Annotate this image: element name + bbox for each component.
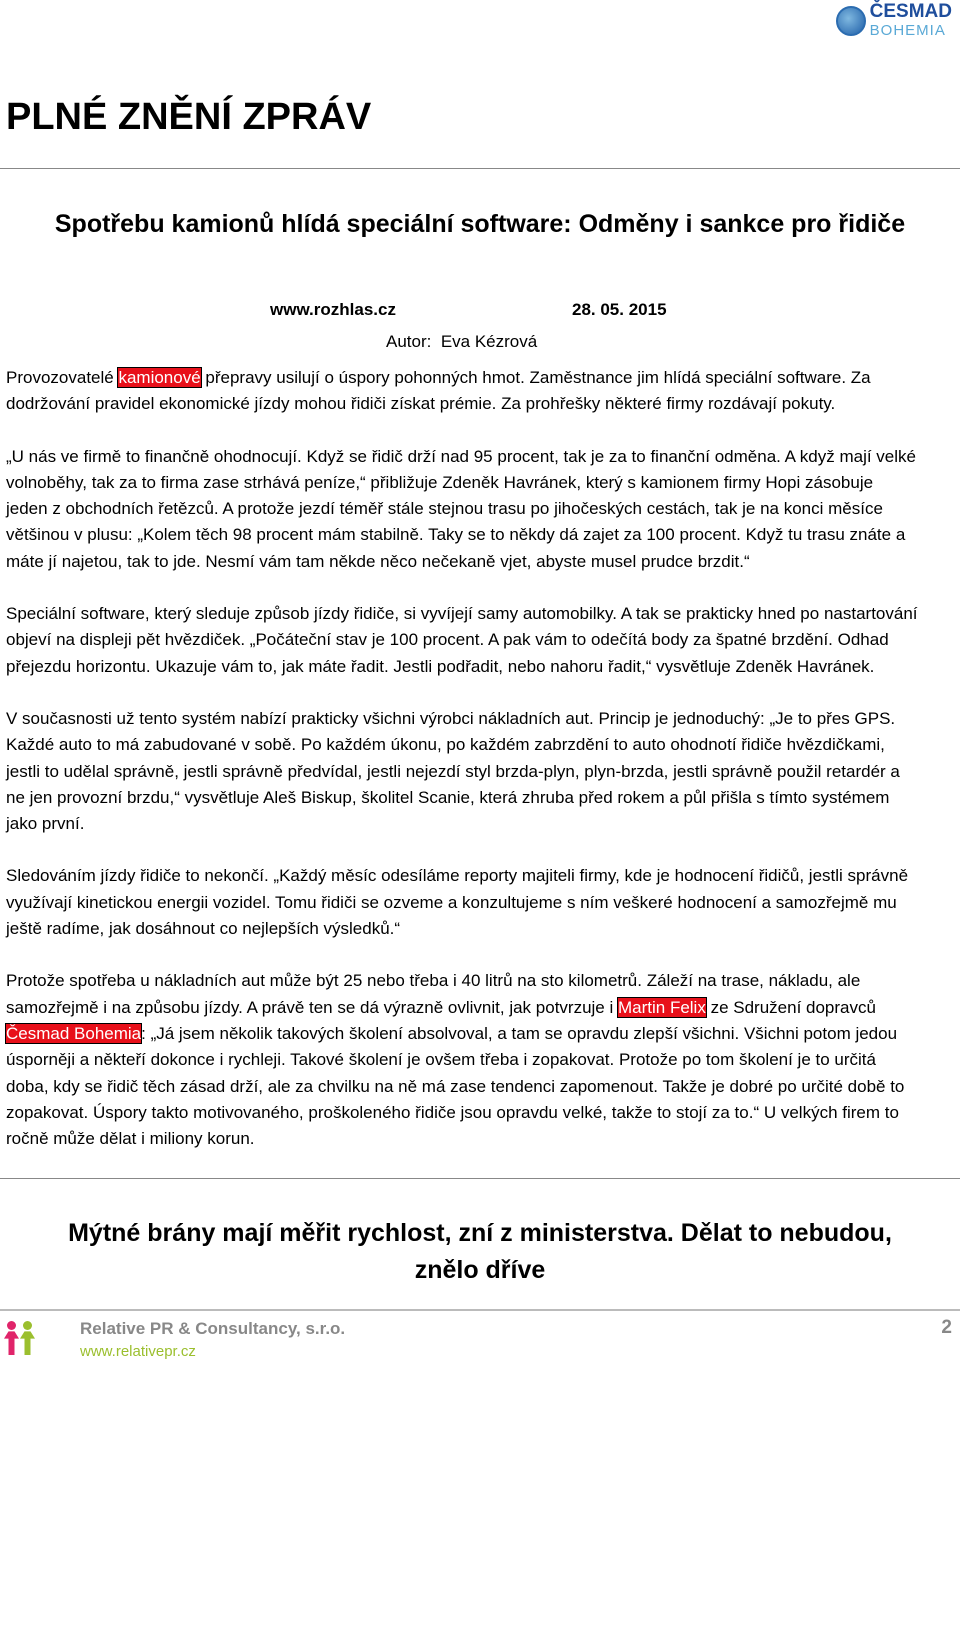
paragraph [6, 601, 918, 680]
divider [0, 1178, 960, 1179]
highlighted-term: kamionové [118, 368, 201, 387]
article-date: 28. 05. 2015 [572, 300, 667, 319]
paragraph [6, 706, 918, 837]
text-segment: Provozovatelé [6, 368, 119, 387]
divider [0, 168, 960, 169]
text-segment: „U nás ve firmě to finančně ohodnocují. Když se řidič drží nad 95 procent, tak je za to finanční odměna. A když mají velké volnoběhy, tak za to firma zase strhává peníze,“ přibližuje Zdeněk Havránek, který s kamionem firmy Hopi zásobuje jeden z obchodních řetězců. A protože jezdí téměř stále stejnou trasu po jihočeských cestách, tak je na konci měsíce většinou v plusu: „Kolem těch 98 procent mám stabilně. Taky se to někdy dá zajet za 100 procent. Když tu trasu znáte a máte jí najetou, tak to jde. Nesmí vám tam někde něco nečekaně vjet, abyste musel prudce brzdit.“ [6, 446, 916, 571]
globe-icon [836, 6, 866, 36]
text-segment: V současnosti už tento systém nabízí prakticky všichni výrobci nákladních aut. Princip je jednoduchý: „Je to přes GPS. Každé auto to má zabudované v sobě. Po každém úkonu, po každém zabrzdění to auto ohodnotí řidiče hvězdičkami, jestli to udělal správně, jestli správně předvídal, jestli nejezdí styl brzda-plyn, plyn-brzda, jestli správně použil retardér a ne jen provozní brzdu,“ vysvětluje Aleš Biskup, školitel Scanie, která zhruba před rokem a půl přišla s tímto systémem jako první. [6, 708, 900, 834]
author-label: Autor: [386, 332, 432, 351]
logo-line1: ČESMAD [869, 1, 952, 22]
paragraph [6, 863, 918, 942]
paragraph [6, 968, 918, 1152]
text-segment: Sledováním jízdy řidiče to nekončí. „Každý měsíc odesíláme reporty majiteli firmy, kde je hodnocení řidičů, jestli správně využívají kinetickou energii vozidel. Tomu řidiči se ozveme a konzultujeme s ním veškeré hodnocení a samozřejmě mu ještě radíme, jak dosáhnout co nejlepších výsledků.“ [6, 866, 909, 939]
highlighted-term: Česmad Bohemia [6, 1023, 142, 1043]
text-segment: : „Já jsem několik takových školení absolvoval, a tam se opravdu zlepší všichni. Všichni potom jedou úsporněji a někteří dokonce i rychleji. Takové školení je ovšem třeba i zopakovat. Protože po tom školení je to určitá doba, kdy se řidič těch zásad drží, ale za chvilku na ně má zase tendenci zapomenout. Takže je dobré po určité době to zopakovat. Úspory takto motivovaného, proškoleného řidiče jsou opravdu velké, takže to stojí za to.“ U velkých firem to ročně může dělat i miliony korun. [6, 1023, 905, 1149]
article-headline: Spotřebu kamionů hlídá speciální software: Odměny i sankce pro řidiče [54, 210, 906, 238]
author-name: Eva Kézrová [440, 332, 538, 351]
text-segment: ze Sdružení dopravců [705, 997, 876, 1017]
text-segment: Protože spotřeba u nákladních aut může být 25 nebo třeba i 40 litrů na sto kilometrů. Záleží na trase, nákladu, ale samozřejmě i na způsobu jízdy. A právě ten se dá výrazně ovlivnit, jak potvrzuje i [6, 971, 861, 1017]
next-article-headline[interactable]: Mýtné brány mají měřit rychlost, zní z ministerstva. Dělat to nebudou, znělo dříve [68, 1219, 892, 1285]
footer-company: Relative PR & Consultancy, s.r.o. [80, 1319, 346, 1339]
article-source: www.rozhlas.cz [270, 300, 396, 319]
text-segment: přepravy usilují o úspory pohonných hmot. Zaměstnance jim hlídá speciální software. Za dodržování pravidel ekonomické jízdy mohou řidiči získat prémie. Za prohřešky některé firmy rozdávají pokuty. [6, 368, 871, 414]
relative-pr-logo-icon [4, 1321, 34, 1357]
highlighted-term: Martin Felix [617, 997, 706, 1017]
footer-url[interactable]: www.relativepr.cz [80, 1343, 196, 1361]
article-body [6, 365, 918, 1152]
footer [0, 1309, 960, 1371]
cesmad-logo [836, 2, 952, 39]
paragraph [6, 444, 918, 575]
logo-line2: BOHEMIA [869, 22, 946, 39]
text-segment: Speciální software, který sleduje způsob jízdy řidiče, si vyvíjejí samy automobilky. A tak se prakticky hned po nastartování objeví na displeji pět hvězdiček. „Počáteční stav je 100 procent. A pak vám to odečítá body za špatné brzdění. Odhad přejezdu horizontu. Ukazuje vám to, jak máte řadit. Jestli podřadit, nebo nahoru řadit,“ vysvětluje Zdeněk Havránek. [6, 604, 918, 676]
paragraph [6, 365, 918, 418]
page-title: PLNÉ ZNĚNÍ ZPRÁV [6, 96, 372, 138]
page-number: 2 [941, 1317, 952, 1339]
